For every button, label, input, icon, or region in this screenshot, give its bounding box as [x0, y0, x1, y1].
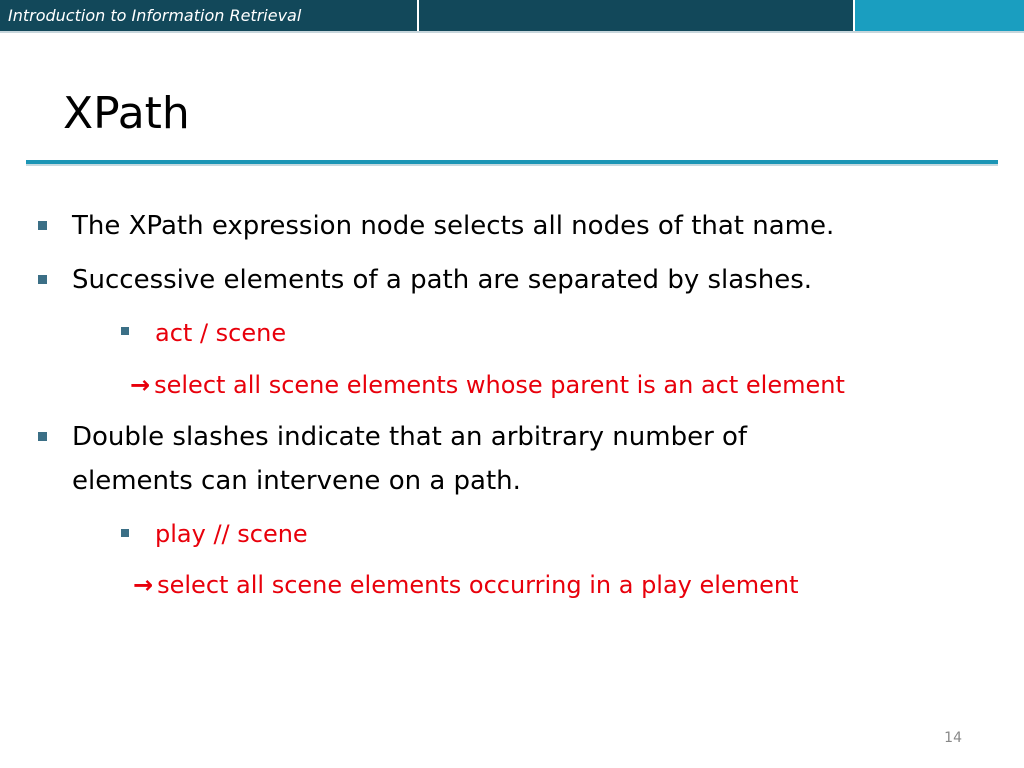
arrow-right-icon: → [133, 571, 154, 599]
course-title: Introduction to Information Retrieval [8, 6, 302, 25]
header-light-segment [855, 0, 1024, 31]
bullet-icon [38, 221, 47, 230]
bullet-icon [38, 275, 47, 284]
bullet-text-line2: elements can intervene on a path. [72, 466, 521, 496]
arrow-text: select all scene elements occurring in a play element [157, 571, 799, 599]
sub-bullet-text: play // scene [155, 520, 308, 548]
page-number: 14 [944, 730, 962, 746]
bullet-text: Successive elements of a path are separated by slashes. [72, 265, 813, 295]
sub-bullet-icon [121, 327, 129, 335]
arrow-text: select all scene elements whose parent is an act element [154, 371, 845, 399]
header-dark-segment-2 [419, 0, 853, 31]
sub-bullet-icon [121, 529, 129, 537]
arrow-right-icon: → [130, 371, 151, 399]
arrow-line [133, 571, 798, 599]
bullet-icon [38, 432, 47, 441]
slide-title: XPath [63, 88, 190, 139]
title-rule-shadow [26, 164, 998, 166]
bullet-text: The XPath expression node selects all nodes of that name. [72, 211, 835, 241]
sub-bullet-text: act / scene [155, 319, 287, 347]
bullet-text-line1: Double slashes indicate that an arbitrary number of [72, 422, 748, 452]
header-bar [0, 0, 1024, 34]
header-underline [0, 31, 1024, 33]
arrow-line [130, 371, 845, 399]
